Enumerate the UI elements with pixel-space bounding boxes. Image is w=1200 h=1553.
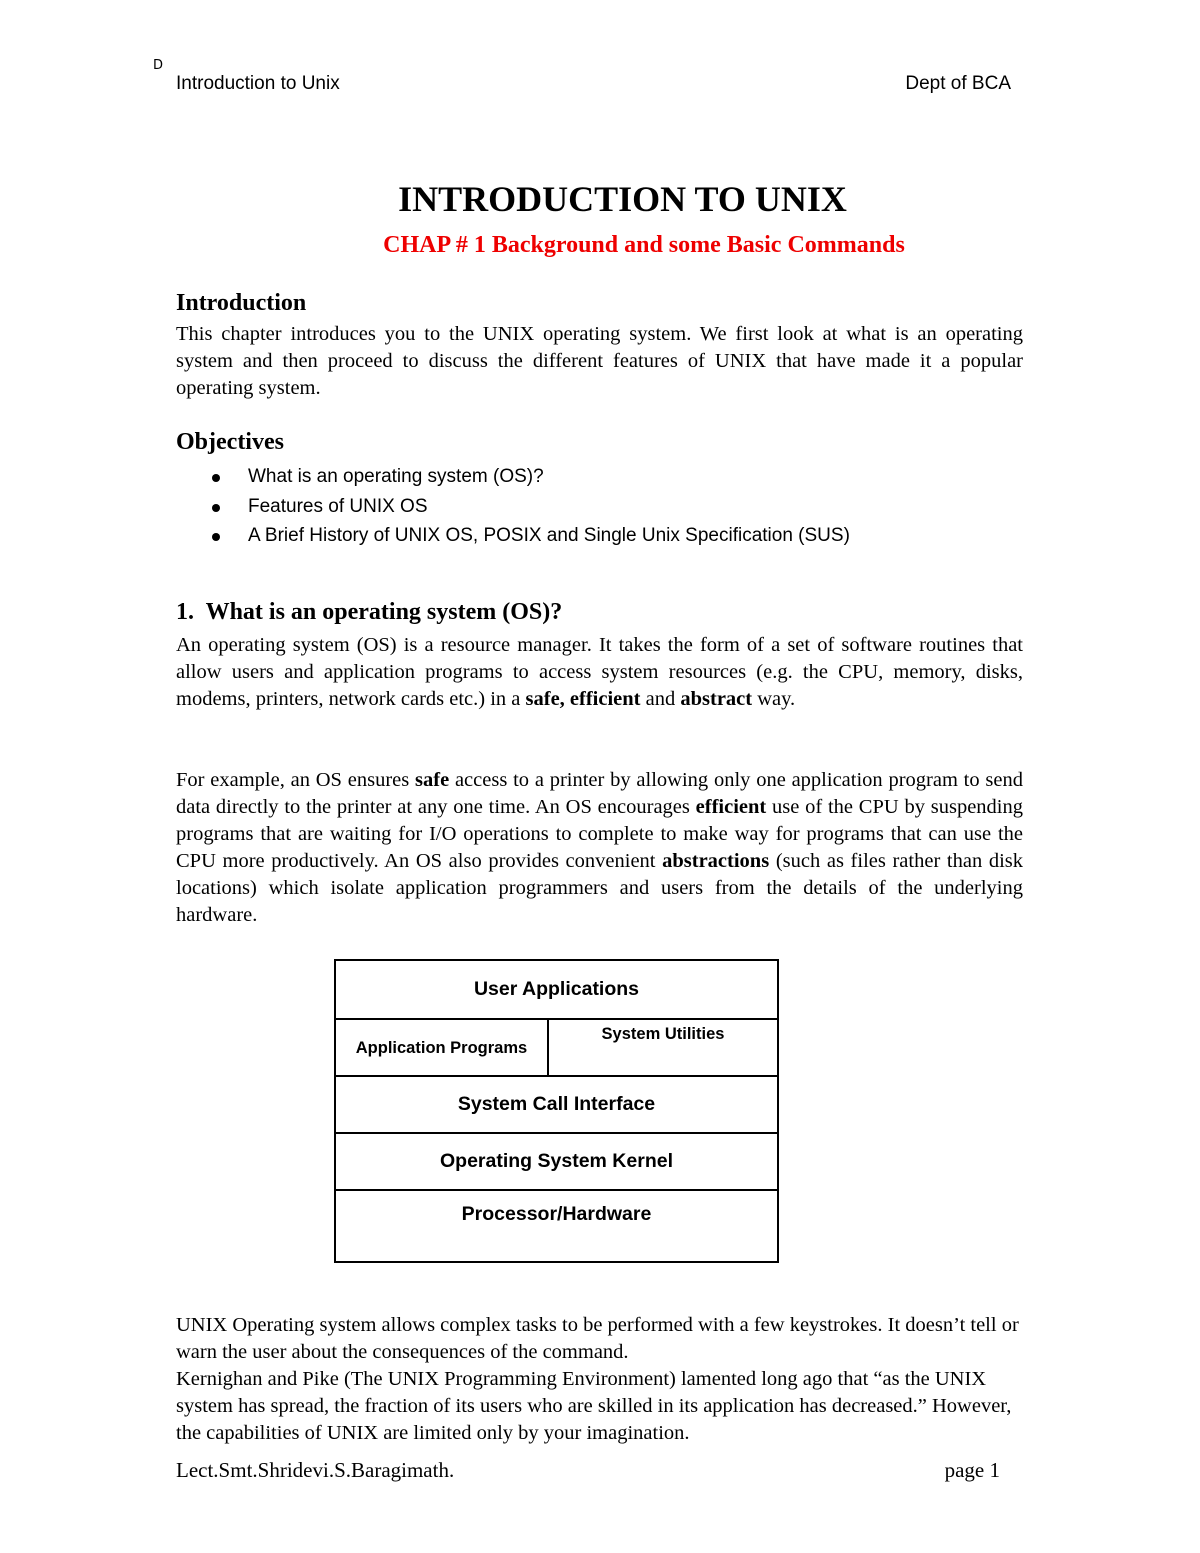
emphasis: safe, efficient [525,688,641,710]
running-header-right: Dept of BCA [905,73,1011,94]
bullet-icon [212,504,220,512]
layer-hardware: Processor/Hardware [461,1203,652,1225]
emphasis: safe [415,769,450,791]
emphasis: abstractions [662,850,770,872]
os-layer-diagram [334,959,779,1263]
section-number: 1. [176,599,194,625]
footer-author: Lect.Smt.Shridevi.S.Baragimath. [176,1458,455,1482]
layer-kernel: Operating System Kernel [336,1134,777,1191]
emphasis: efficient [695,796,767,818]
objectives-heading: Objectives [176,429,284,455]
layer-system-call-interface: System Call Interface [336,1077,777,1134]
layer-application-programs: Application Programs [336,1020,549,1075]
chapter-title: CHAP # 1 Background and some Basic Commands [383,232,905,258]
os-definition-paragraph: An operating system (OS) is a resource manager. It takes the form of a set of software routines that allow users and application programs to access system resources (e.g. the CPU, memory, disks, modems, printers, network cards etc.) in a safe, efficient and abstract way. [176,634,1023,710]
layer-user-applications: User Applications [336,961,777,1020]
section-title: What is an operating system (OS)? [205,599,563,625]
objective-item: Features of UNIX OS [176,492,850,522]
layer-system-utilities: System Utilities [601,1025,725,1043]
document-title: INTRODUCTION TO UNIX [398,179,847,219]
layer-applications-utilities [336,1020,777,1077]
bullet-icon [212,533,220,541]
emphasis: abstract [680,688,753,710]
objective-item: A Brief History of UNIX OS, POSIX and Single Unix Specification (SUS) [176,521,850,551]
introduction-paragraph: This chapter introduces you to the UNIX operating system. We first look at what is an operating system and then proceed to discuss the different features of UNIX that have made it a popular operating system. [176,323,1023,399]
corner-mark: D [153,58,164,73]
objective-item: What is an operating system (OS)? [176,462,850,492]
os-example-paragraph: For example, an OS ensures safe access to a printer by allowing only one application program to send data directly to the printer at any one time. An OS encourages efficient use of the CPU by suspending programs that are waiting for I/O operations to complete to make way for programs that can use the CPU more productively. An OS also provides convenient abstractions (such as files rather than disk locations) which isolate application programmers and users from the details of the underlying hardware. [176,769,1023,926]
page-number: page 1 [944,1458,1000,1482]
running-header-left: Introduction to Unix [176,73,340,94]
objectives-list [176,462,850,551]
unix-overview-paragraph: UNIX Operating system allows complex tasks to be performed with a few keystrokes. It doesn’t tell or warn the user about the consequences of the command. [176,1314,1019,1363]
kernighan-pike-paragraph: Kernighan and Pike (The UNIX Programming Environment) lamented long ago that “as the UNIX system has spread, the fraction of its users who are skilled in its application has decreased.” However, the capabilities of UNIX are limited only by your imagination. [176,1368,1012,1444]
bullet-icon [212,474,220,482]
section-1-heading [176,599,562,626]
introduction-heading: Introduction [176,290,307,316]
